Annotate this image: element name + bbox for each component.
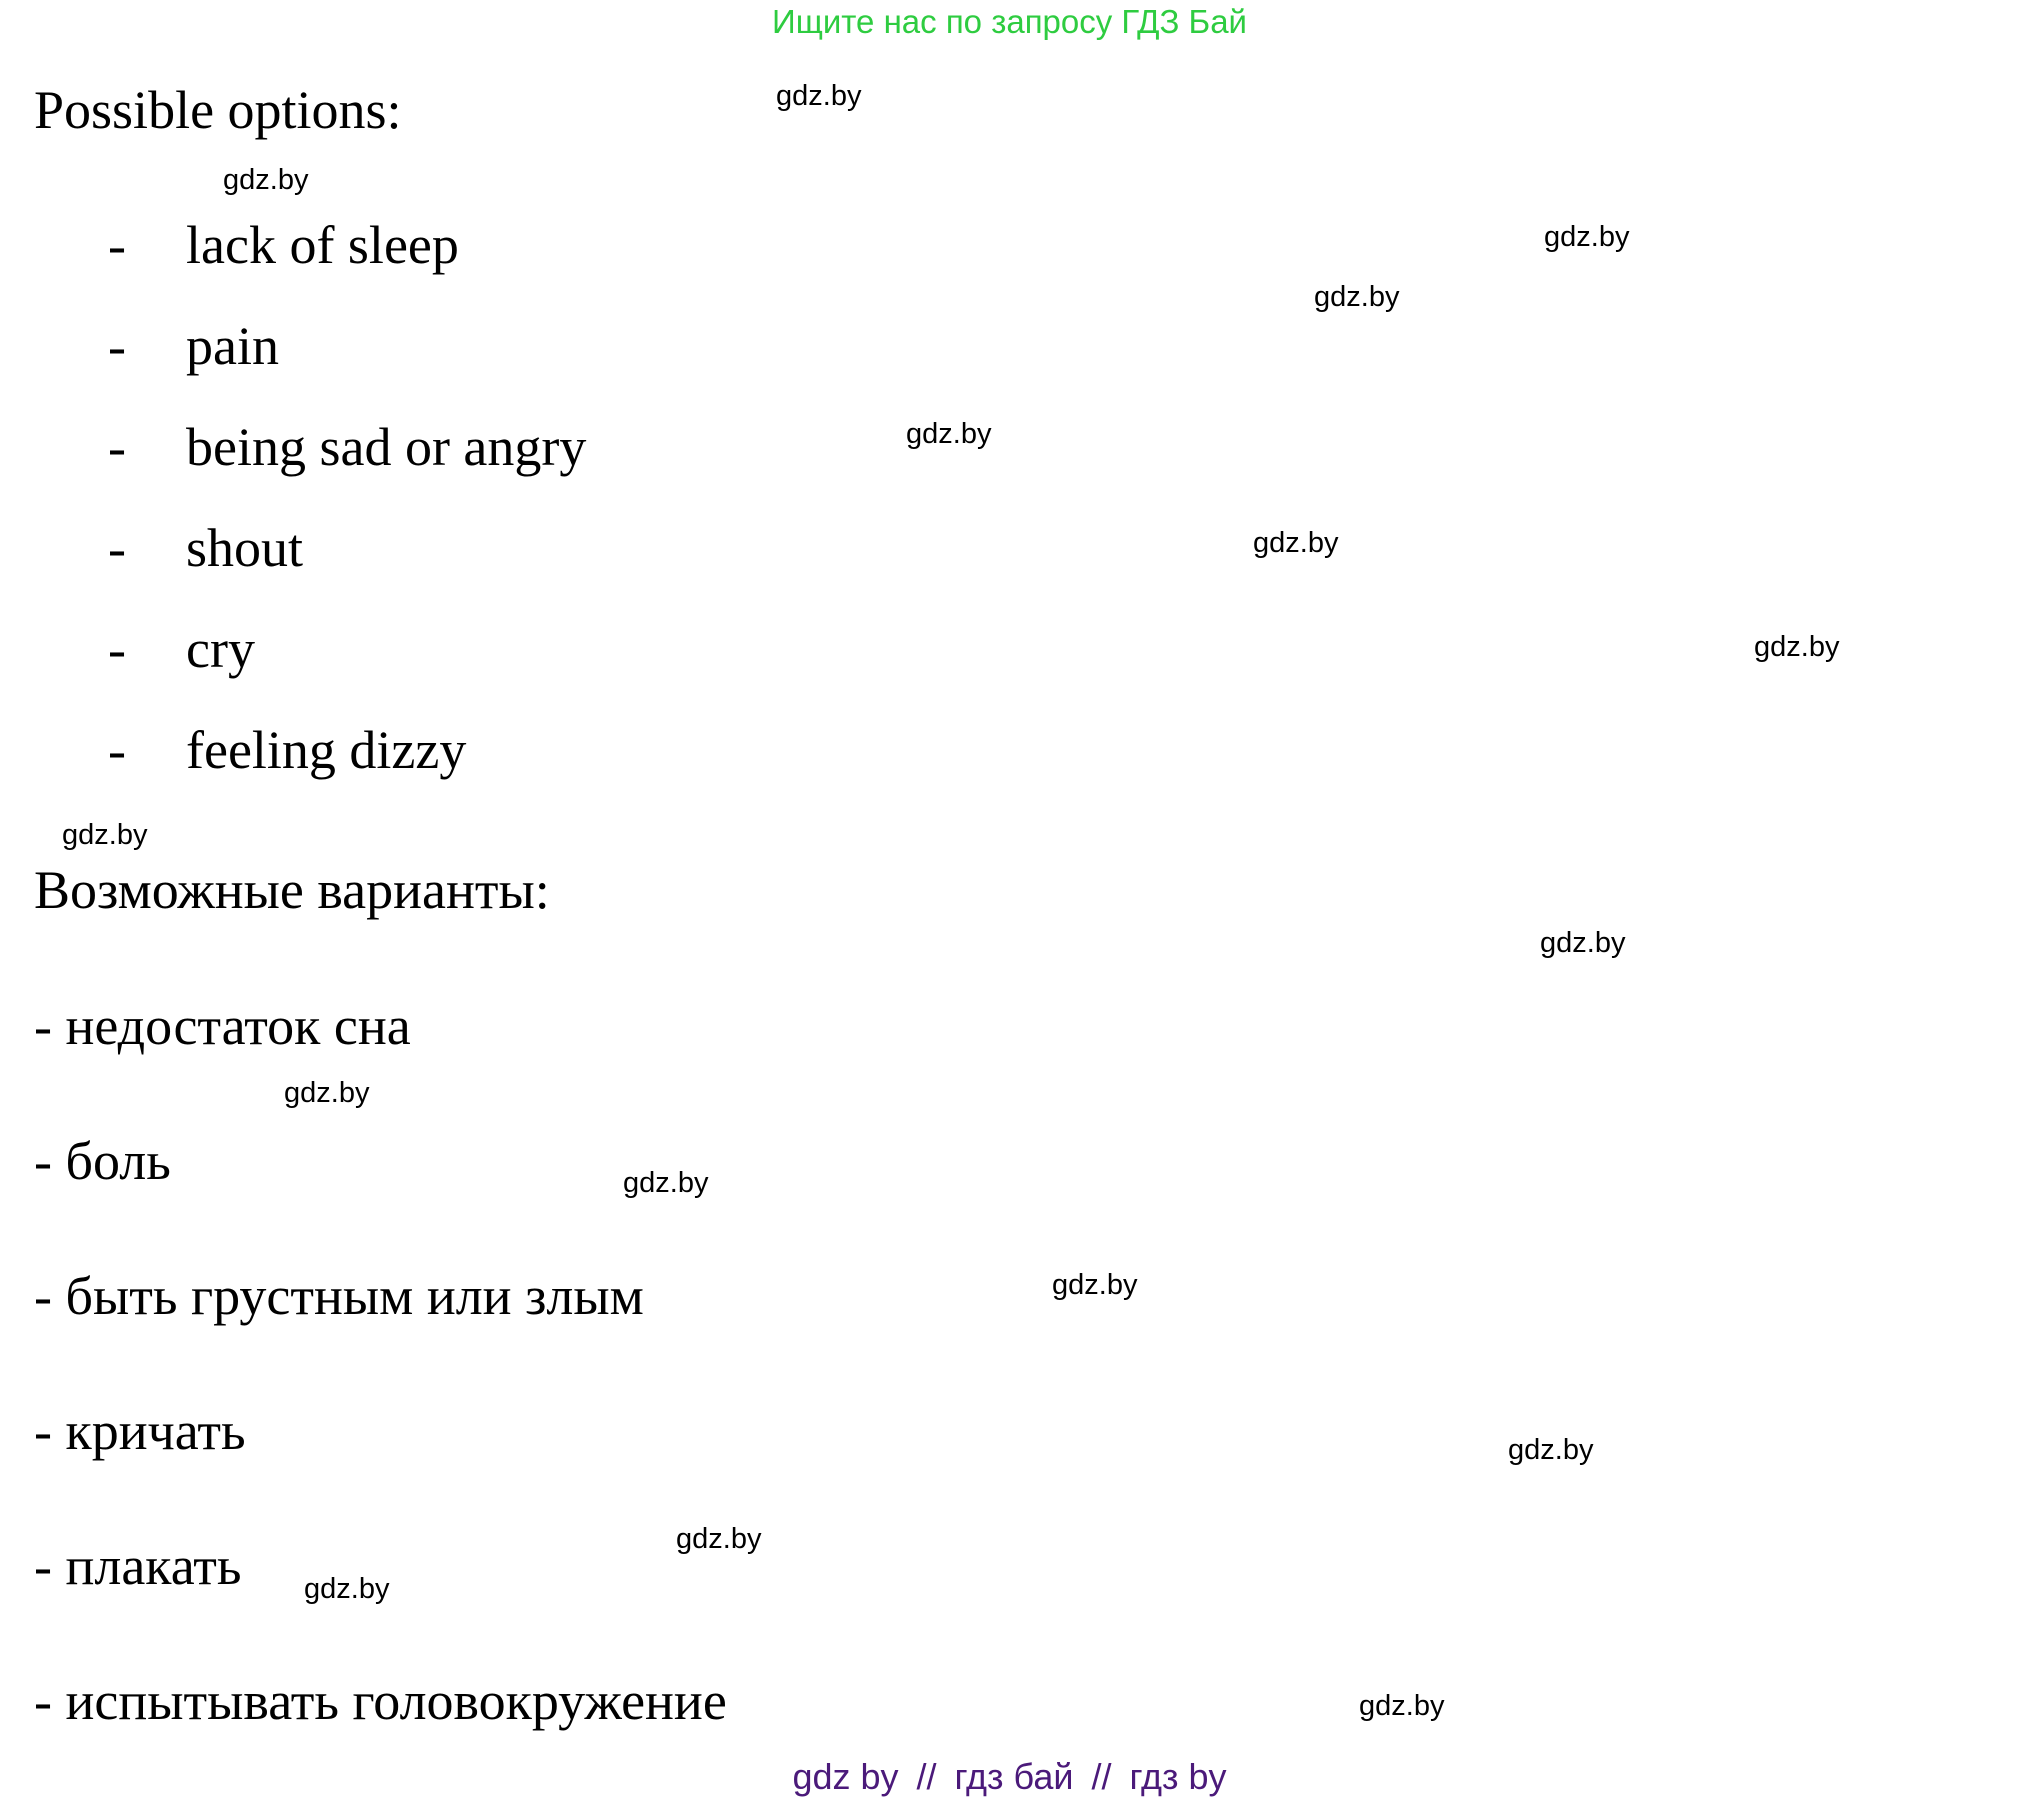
list-dash: - xyxy=(108,316,126,376)
footer-text: гдз by xyxy=(1129,1756,1227,1797)
watermark: gdz.by xyxy=(1359,1690,1445,1722)
watermark: gdz.by xyxy=(223,164,309,196)
watermark: gdz.by xyxy=(284,1077,370,1109)
watermark: gdz.by xyxy=(776,80,862,112)
russian-heading: Возможные варианты: xyxy=(34,860,550,920)
english-list-item xyxy=(108,516,303,580)
russian-list-item: - недостаток сна xyxy=(34,996,411,1056)
english-heading: Possible options: xyxy=(34,80,402,140)
watermark: gdz.by xyxy=(304,1573,390,1605)
watermark: gdz.by xyxy=(1314,281,1400,313)
watermark: gdz.by xyxy=(1754,631,1840,663)
list-item-text: cry xyxy=(186,619,255,679)
list-dash: - xyxy=(108,720,126,780)
footer-caption xyxy=(0,1756,2019,1798)
list-item-text: lack of sleep xyxy=(186,215,459,275)
list-dash: - xyxy=(108,518,126,578)
footer-separator: // xyxy=(1091,1756,1112,1797)
watermark: gdz.by xyxy=(1253,527,1339,559)
list-dash: - xyxy=(108,619,126,679)
english-list-item xyxy=(108,718,466,782)
list-dash: - xyxy=(108,215,126,275)
watermark: gdz.by xyxy=(1540,927,1626,959)
footer-text: gdz by xyxy=(792,1756,899,1797)
english-list-item xyxy=(108,314,279,378)
footer-separator: // xyxy=(916,1756,937,1797)
english-list-item xyxy=(108,213,459,277)
list-item-text: pain xyxy=(186,316,279,376)
watermark: gdz.by xyxy=(623,1167,709,1199)
russian-list-item: - плакать xyxy=(34,1536,242,1596)
watermark: gdz.by xyxy=(62,819,148,851)
watermark: gdz.by xyxy=(676,1523,762,1555)
english-list-item xyxy=(108,617,255,681)
list-dash: - xyxy=(108,417,126,477)
footer-text: гдз бай xyxy=(954,1756,1074,1797)
list-item-text: being sad or angry xyxy=(186,417,587,477)
russian-list-item: - боль xyxy=(34,1131,171,1191)
list-item-text: shout xyxy=(186,518,304,578)
english-list-item xyxy=(108,415,586,479)
search-banner: Ищите нас по запросу ГДЗ Бай xyxy=(772,3,1247,40)
list-item-text: feeling dizzy xyxy=(186,720,467,780)
russian-list-item: - испытывать головокружение xyxy=(34,1671,727,1731)
watermark: gdz.by xyxy=(1052,1269,1138,1301)
russian-list-item: - кричать xyxy=(34,1401,246,1461)
watermark: gdz.by xyxy=(906,418,992,450)
watermark: gdz.by xyxy=(1508,1434,1594,1466)
watermark: gdz.by xyxy=(1544,221,1630,253)
russian-list-item: - быть грустным или злым xyxy=(34,1266,644,1326)
